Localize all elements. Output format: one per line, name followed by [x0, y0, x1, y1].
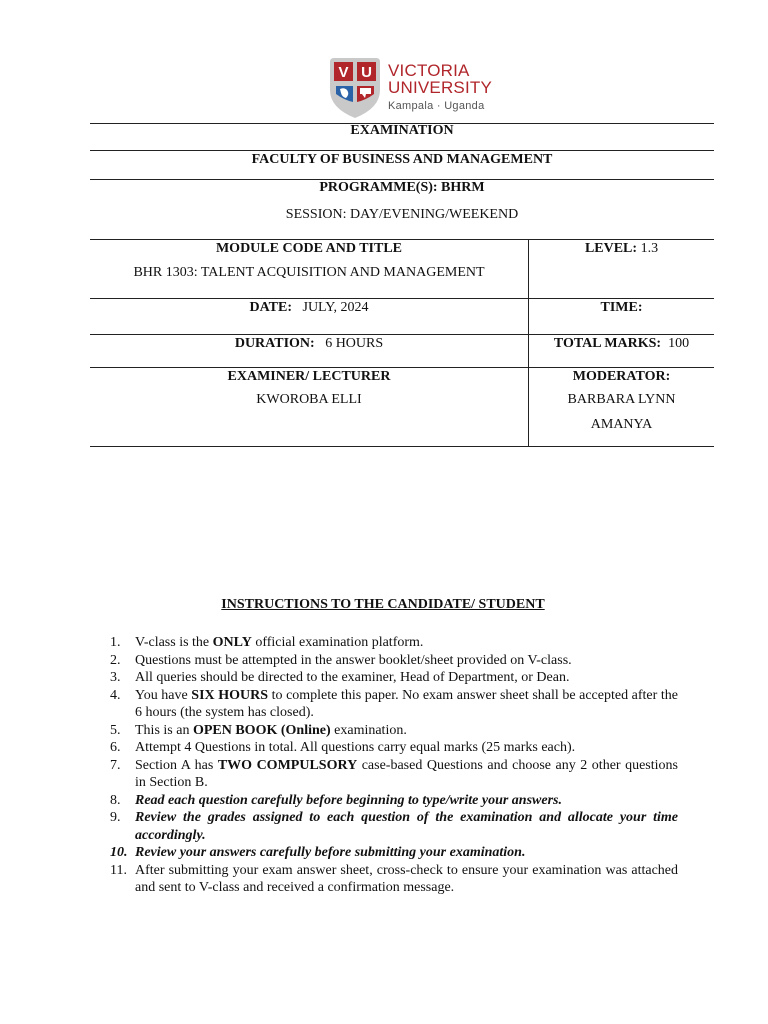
moderator-label: MODERATOR:: [572, 369, 671, 384]
list-item: 6. Attempt 4 Questions in total. All questions carry equal marks (25 marks each).: [110, 740, 576, 755]
list-item: 11. After submitting your exam answer sheet, cross-check to ensure your examination was attached and sent to V-class and received a confirmation message.: [110, 862, 678, 895]
list-item: 5. This is an OPEN BOOK (Online) examination.: [110, 722, 407, 738]
instructions-list: [110, 634, 678, 897]
shield-crest-icon: [326, 56, 384, 120]
list-item: 7. Section A has TWO COMPULSORY case-based Questions and choose any 2 other questions in Section B.: [110, 757, 678, 790]
examiner-cell: [90, 368, 529, 447]
list-item: 10. Review your answers carefully before submitting your examination.: [110, 845, 526, 860]
list-item: 3. All queries should be directed to the examiner, Head of Department, or Dean.: [110, 670, 570, 685]
date-cell: [90, 299, 529, 335]
moderator-cell: [529, 368, 715, 447]
time-label: TIME:: [600, 300, 643, 315]
list-item: 2. Questions must be attempted in the answer booklet/sheet provided on V-class.: [110, 652, 572, 668]
list-item: 8. Read each question carefully before beginning to type/write your answers.: [110, 792, 562, 808]
date-label: DATE:: [249, 300, 292, 315]
session: SESSION: DAY/EVENING/WEEKEND: [285, 207, 519, 222]
university-name-line2: UNIVERSITY: [388, 78, 493, 97]
list-item: 4. You have SIX HOURS to complete this paper. No exam answer sheet shall be accepted after the 6 hours (the system has closed).: [110, 687, 678, 720]
svg-text:V: V: [338, 64, 349, 81]
divider: [90, 150, 714, 151]
list-item: 1. V-class is the ONLY official examination platform.: [110, 635, 424, 650]
total-marks-label: TOTAL MARKS:: [553, 336, 662, 351]
university-location: Kampala · Uganda: [388, 100, 485, 112]
programme: PROGRAMME(S): BHRM: [319, 180, 485, 195]
level-cell: [529, 240, 715, 299]
svg-text:U: U: [361, 64, 372, 81]
duration-cell: [90, 335, 529, 368]
exam-title: EXAMINATION: [350, 123, 454, 138]
time-cell: [529, 299, 715, 335]
faculty-name: FACULTY OF BUSINESS AND MANAGEMENT: [251, 152, 553, 167]
module-code-cell: [90, 240, 529, 299]
module-info-table: [90, 239, 714, 447]
moderator-value-line2: AMANYA: [590, 417, 653, 432]
university-logo: [326, 56, 506, 120]
list-item: 9. Review the grades assigned to each question of the examination and allocate your time accordingly.: [110, 810, 678, 843]
university-name-line1: VICTORIA: [388, 61, 470, 80]
module-code-label: MODULE CODE AND TITLE: [215, 241, 403, 256]
level-label: LEVEL:: [584, 241, 638, 256]
instructions-title: INSTRUCTIONS TO THE CANDIDATE/ STUDENT: [221, 597, 545, 612]
examiner-label: EXAMINER/ LECTURER: [227, 369, 391, 384]
duration-value: 6 HOURS: [325, 336, 384, 351]
module-code-value: BHR 1303: TALENT ACQUISITION AND MANAGEMENT: [133, 265, 485, 280]
duration-label: DURATION:: [234, 336, 315, 351]
total-marks-cell: [529, 335, 715, 368]
date-value: JULY, 2024: [302, 300, 369, 315]
moderator-value-line1: BARBARA LYNN: [567, 392, 676, 407]
level-value: 1.3: [640, 241, 659, 256]
total-marks-value: 100: [668, 336, 690, 351]
examiner-value: KWOROBA ELLI: [256, 392, 362, 407]
